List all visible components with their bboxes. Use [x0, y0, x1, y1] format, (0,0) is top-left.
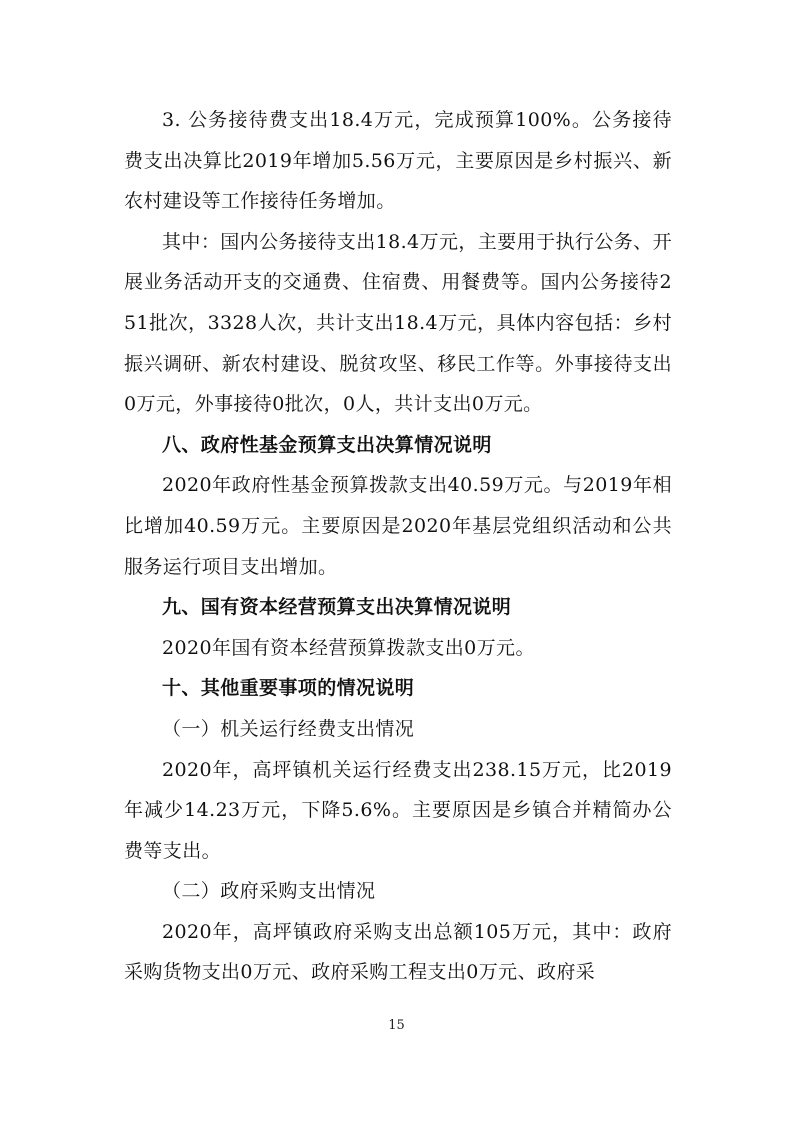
section-heading-government-fund: 八、政府性基金预算支出决算情况说明: [162, 433, 492, 456]
paragraph-reception-expense: 3. 公务接待费支出18.4万元，完成预算100%。公务接待费支出决算比2019年增加5.56万元，主要原因是乡村振兴、新农村建设等工作接待任务增加。: [124, 109, 672, 213]
paragraph-procurement: 2020年，高坪镇政府采购支出总额105万元，其中：政府采购货物支出0万元、政府采购工程支出0万元、政府采: [124, 920, 672, 984]
paragraph-domestic-reception: 其中：国内公务接待支出18.4万元，主要用于执行公务、开展业务活动开支的交通费、住宿费、用餐费等。国内公务接待251批次，3328人次，共计支出18.4万元，具体内容包括：乡村振兴调研、新农村建设、脱贫攻坚、移民工作等。外事接待支出0万元，外事接待0批次，0人，共计支出0万元。: [124, 230, 672, 416]
page-content: [124, 100, 672, 993]
section-heading-other-matters: 十、其他重要事项的情况说明: [162, 677, 415, 700]
page-number: 15: [388, 1018, 405, 1033]
subheading-operating-expense: （一）机关运行经费支出情况: [162, 717, 415, 740]
paragraph-state-capital: 2020年国有资本经营预算拨款支出0万元。: [162, 636, 535, 659]
paragraph-operating-expense: 2020年，高坪镇机关运行经费支出238.15万元，比2019年减少14.23万元，下降5.6%。主要原因是乡镇合并精简办公费等支出。: [124, 758, 672, 862]
paragraph-government-fund: 2020年政府性基金预算拨款支出40.59万元。与2019年相比增加40.59万元。主要原因是2020年基层党组织活动和公共服务运行项目支出增加。: [124, 474, 672, 578]
subheading-procurement: （二）政府采购支出情况: [162, 880, 376, 903]
section-heading-state-capital: 九、国有资本经营预算支出决算情况说明: [162, 596, 512, 619]
